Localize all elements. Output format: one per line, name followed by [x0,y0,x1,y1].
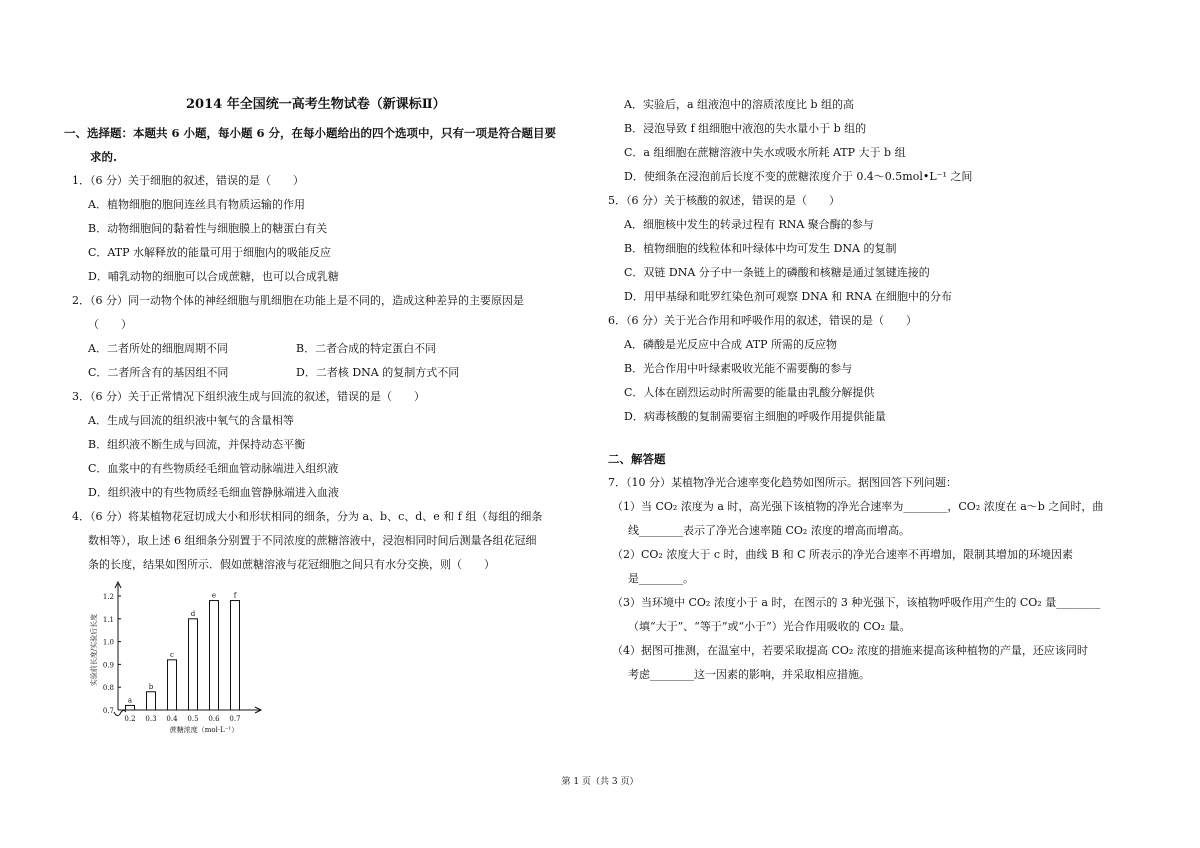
page-footer: 第 1 页（共 3 页） [561,777,639,787]
q1-option-c: C．ATP 水解释放的能量可用于细胞内的吸能反应 [88,246,331,259]
x-axis-title: 蔗糖浓度（mol·L⁻¹） [169,726,239,734]
x-tick-label: 0.3 [145,715,157,723]
q5-stem: 5．（6 分）关于核酸的叙述，错误的是（ ） [608,194,840,207]
q4-stem-cont2: 条的长度，结果如图所示．假如蔗糖溶液与花冠细胞之间只有水分交换，则（ ） [88,558,495,571]
q6-option-c: C．人体在剧烈运动时所需要的能量由乳酸分解提供 [624,386,875,399]
q7-part2-cont: 是________。 [628,572,694,585]
section2-heading: 二、解答题 [608,452,666,466]
q7-part3: （3）当环境中 CO₂ 浓度小于 a 时，在图示的 3 种光强下，该植物呼吸作用产生的 CO₂ 量________ [612,596,1101,609]
q3-stem: 3．（6 分）关于正常情况下组织液生成与回流的叙述，错误的是（ ） [72,390,425,403]
x-tick-label: 0.7 [229,715,241,723]
q2-option-d: D．二者核 DNA 的复制方式不同 [296,366,460,379]
q7-part4: （4）据图可推测，在温室中，若要采取提高 CO₂ 浓度的措施来提高该种植物的产量，还应该同时 [612,644,1088,657]
y-tick-label: 1.0 [102,638,114,647]
q1-option-b: B．动物细胞间的黏着性与细胞膜上的糖蛋白有关 [88,222,328,235]
q4-option-b: B．浸泡导致 f 组细胞中液泡的失水量小于 b 组的 [624,122,867,135]
bar-d [189,619,198,710]
q5-option-b: B．植物细胞的线粒体和叶绿体中均可发生 DNA 的复制 [624,242,897,255]
q4-option-a: A．实验后，a 组液泡中的溶质浓度比 b 组的高 [624,98,855,111]
q4-option-d: D．使细条在浸泡前后长度不变的蔗糖浓度介于 0.4～0.5mol•L⁻¹ 之间 [624,170,973,183]
bar-label-a: a [127,696,133,705]
x-tick-label: 0.6 [208,715,220,723]
q3-option-b: B．组织液不断生成与回流，并保持动态平衡 [88,438,306,451]
bar-e [210,601,219,710]
q2-stem: 2．（6 分）同一动物个体的神经细胞与肌细胞在功能上是不同的，造成这种差异的主要原因是 [72,294,524,307]
section1-heading: 一、选择题：本题共 6 小题，每小题 6 分，在每小题给出的四个选项中，只有一项是符合题目要 [64,126,557,140]
bar-c [168,660,177,710]
q3-option-d: D．组织液中的有些物质经毛细血管静脉端进入血液 [88,486,339,499]
bar-label-f: f [233,591,237,600]
q1-option-a: A．植物细胞的胞间连丝具有物质运输的作用 [88,198,305,211]
q4-stem-cont1: 数相等），取上述 6 组细条分别置于不同浓度的蔗糖溶液中，浸泡相同时间后测量各组花冠细 [88,534,537,547]
q5-option-c: C．双链 DNA 分子中一条链上的磷酸和核糖是通过氢键连接的 [624,266,930,279]
q1-option-d: D．哺乳动物的细胞可以合成蔗糖，也可以合成乳糖 [88,270,339,283]
y-tick-label: 0.7 [102,707,114,715]
q6-option-b: B．光合作用中叶绿素吸收光能不需要酶的参与 [624,362,853,375]
q4-option-c: C．a 组细胞在蔗糖溶液中失水或吸水所耗 ATP 大于 b 组 [624,146,906,159]
bar-label-b: b [148,682,154,691]
x-tick-label: 0.5 [187,715,199,723]
page-title: 2014 年全国统一高考生物试卷（新课标Ⅱ） [186,97,446,112]
q3-option-a: A．生成与回流的组织液中氧气的含量相等 [88,414,294,427]
q7-part4-cont: 考虑________这一因素的影响，并采取相应措施。 [628,668,870,681]
bar-b [147,692,156,710]
y-tick-label: 0.9 [102,661,114,670]
q1-stem: 1．（6 分）关于细胞的叙述，错误的是（ ） [72,174,304,187]
q2-stem-cont: （ ） [88,318,132,331]
y-tick-label: 1.2 [102,593,114,601]
y-axis-title: 实验前长度/实验后长度 [90,613,98,687]
q5-option-d: D．用甲基绿和吡罗红染色剂可观察 DNA 和 RNA 在细胞中的分布 [624,290,953,303]
bar-f [231,601,240,710]
bar-label-e: e [211,591,217,600]
q3-option-c: C．血浆中的有些物质经毛细血管动脉端进入组织液 [88,462,339,475]
q4-bar-chart [70,574,270,744]
x-tick-label: 0.2 [124,715,136,723]
q2-option-a: A．二者所处的细胞周期不同 [88,342,228,355]
q6-stem: 6．（6 分）关于光合作用和呼吸作用的叙述，错误的是（ ） [608,314,917,327]
y-tick-label: 1.1 [102,615,114,624]
bar-a [126,705,135,710]
q7-part3-cont: （填“大于”、“等于”或“小于”）光合作用吸收的 CO₂ 量。 [628,620,911,633]
q7-stem: 7．（10 分）某植物净光合速率变化趋势如图所示。据图回答下列问题： [608,476,957,489]
bar-label-c: c [170,650,174,659]
q7-part1-cont: 线________表示了净光合速率随 CO₂ 浓度的增高而增高。 [628,524,910,537]
q6-option-d: D．病毒核酸的复制需要宿主细胞的呼吸作用提供能量 [624,410,886,423]
q4-stem: 4．（6 分）将某植物花冠切成大小和形状相同的细条，分为 a、b、c、d、e 和 f 组（每组的细条 [72,510,543,523]
bar-label-d: d [190,609,196,618]
x-tick-label: 0.4 [166,715,178,723]
q5-option-a: A．细胞核中发生的转录过程有 RNA 聚合酶的参与 [624,218,874,231]
y-tick-label: 0.8 [102,684,114,693]
q6-option-a: A．磷酸是光反应中合成 ATP 所需的反应物 [624,338,838,351]
q7-part2: （2）CO₂ 浓度大于 c 时，曲线 B 和 C 所表示的净光合速率不再增加，限制其增加的环境因素 [612,548,1073,561]
q2-option-c: C．二者所含有的基因组不同 [88,366,229,379]
q7-part1: （1）当 CO₂ 浓度为 a 时，高光强下该植物的净光合速率为________，CO₂ 浓度在 a～b 之间时，曲 [612,500,1104,513]
q2-option-b: B．二者合成的特定蛋白不同 [296,342,437,355]
section1-heading-cont: 求的. [90,150,118,164]
